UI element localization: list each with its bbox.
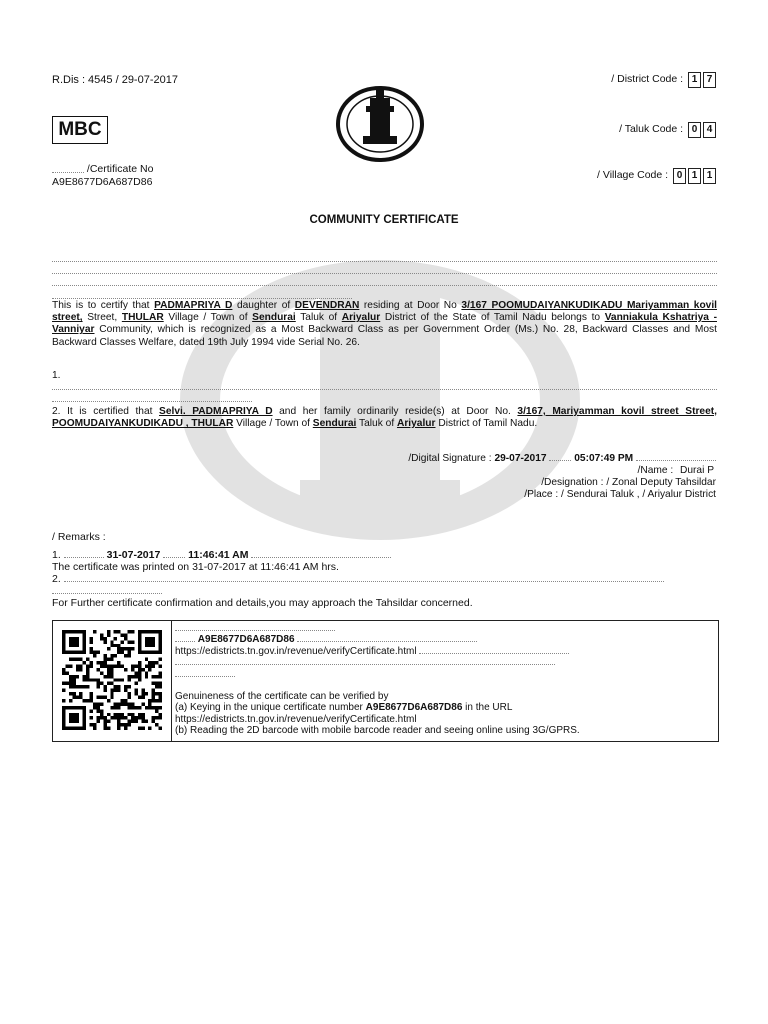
tamil-text-placeholder xyxy=(163,551,185,558)
verify-line-b2 xyxy=(175,669,715,680)
para-text: This is to certify that xyxy=(52,300,155,311)
father-name: DEVENDRAN xyxy=(294,300,360,311)
verify-url-line xyxy=(175,646,715,657)
taluk-code-digit: 0 xyxy=(688,122,701,138)
para-text: Village / Town of xyxy=(163,312,253,324)
digital-signature-line xyxy=(408,453,716,466)
verify-line-b xyxy=(175,657,715,668)
divider xyxy=(171,621,172,741)
holder-name: PADMAPRIYA D xyxy=(154,300,233,311)
tamil-text-placeholder xyxy=(64,551,104,558)
tamil-line xyxy=(52,266,717,278)
remarks-line-5: For Further certificate confirmation and details,you may approach the Tahsildar concerned. xyxy=(52,597,473,609)
tamil-line xyxy=(52,394,717,406)
tamil-text-placeholder xyxy=(64,575,664,582)
mbc-badge: MBC xyxy=(52,116,108,144)
tamil-line xyxy=(52,382,717,394)
signatory-name-line xyxy=(638,465,715,478)
tamil-text-placeholder xyxy=(297,635,477,642)
remark-number: 2. xyxy=(52,573,61,585)
village-code-label: / Village Code : xyxy=(597,169,669,181)
designation-line: /Designation : / Zonal Deputy Tahsildar xyxy=(541,477,716,488)
community-name: Vanniakula Kshatriya - Vanniyar xyxy=(52,312,717,336)
district-code-digit: 7 xyxy=(703,72,716,88)
para-text: daughter of xyxy=(232,300,295,311)
reference-number: R.Dis : 4545 / 29-07-2017 xyxy=(52,74,178,86)
verification-box xyxy=(52,620,719,742)
door-number: 3/167 POOMUDAIYANKUDIKADU Mariyamman kovil street, xyxy=(52,300,718,324)
taluk-name: Sendurai xyxy=(312,418,357,430)
village-code-digit: 1 xyxy=(688,168,701,184)
tamil-line: 1. xyxy=(52,370,61,381)
signature-time: 05:07:49 PM xyxy=(574,453,634,464)
tamil-text-placeholder xyxy=(636,454,716,461)
verify-english-b: (b) Reading the 2D barcode with mobile barcode reader and seeing online using 3G/GPRS. xyxy=(175,725,580,737)
tamil-text-placeholder xyxy=(52,166,84,173)
verify-tamil-heading xyxy=(175,623,715,634)
district-name: Ariyalur xyxy=(396,418,436,430)
remark-time: 11:46:41 AM xyxy=(188,549,249,561)
tamil-text-placeholder xyxy=(549,454,571,461)
para-text: Community, which is recognized as a Most Backward Class as per Government Order (Ms.) No. 28, Backward Classes and Most Backward Classes Welfare, dated 19th July 1994 vide Serial No. 26. xyxy=(52,324,717,348)
certificate-no-label xyxy=(52,163,153,176)
remark-number: 1. xyxy=(52,549,61,561)
place-line: /Place : / Sendurai Taluk , / Ariyalur District xyxy=(524,489,716,500)
taluk-code-row xyxy=(619,122,716,138)
signature-date: 29-07-2017 xyxy=(494,453,547,464)
tamil-text-placeholder xyxy=(175,624,335,631)
tamil-text-placeholder xyxy=(175,658,555,665)
certificate-title: COMMUNITY CERTIFICATE xyxy=(309,214,459,226)
tamil-nadu-emblem-icon xyxy=(336,86,424,162)
village-code-digit: 1 xyxy=(703,168,716,184)
para-text: Village / Town of xyxy=(233,418,313,430)
cert-no-label-text: /Certificate No xyxy=(86,163,154,175)
english-paragraph xyxy=(52,300,717,349)
verify-english-a xyxy=(175,702,715,713)
para-text: Taluk of xyxy=(295,312,342,324)
signatory-name: Durai P xyxy=(680,465,714,476)
tamil-text-placeholder xyxy=(52,587,162,594)
verify-line-a xyxy=(175,634,715,645)
tamil-line xyxy=(52,254,717,266)
verify-english-heading: Genuineness of the certificate can be verified by xyxy=(175,691,389,703)
para-text: 2. It is certified that xyxy=(52,406,160,417)
holder-name: Selvi. PADMAPRIYA D xyxy=(159,406,273,417)
address: 3/167, Mariyamman kovil street Street, POOMUDAIYANKUDIKADU , THULAR xyxy=(52,406,717,430)
verify-url[interactable]: https://edistricts.tn.gov.in/revenue/verifyCertificate.html xyxy=(175,645,417,657)
verify-code: A9E8677D6A687D86 xyxy=(365,702,463,714)
verify-text: in the URL xyxy=(462,702,513,714)
village-code-row xyxy=(597,168,716,184)
para-text: District of Tamil Nadu. xyxy=(435,418,538,430)
tamil-paragraph xyxy=(52,254,717,303)
para-text: and her family ordinarily reside(s) at Door No. xyxy=(272,406,518,417)
village-code-digit: 0 xyxy=(673,168,686,184)
village-name: THULAR xyxy=(121,312,164,324)
paragraph-2 xyxy=(52,406,717,430)
tamil-text-placeholder xyxy=(419,647,569,654)
taluk-name: Sendurai xyxy=(252,312,296,324)
paragraph-1 xyxy=(52,370,717,407)
para-text: Taluk of xyxy=(356,418,397,430)
verify-code: A9E8677D6A687D86 xyxy=(197,634,295,646)
remark-date: 31-07-2017 xyxy=(106,549,161,561)
para-text: District of the State of Tamil Nadu belongs to xyxy=(380,312,605,324)
verify-url-2[interactable]: https://edistricts.tn.gov.in/revenue/verifyCertificate.html xyxy=(175,713,417,725)
name-label: /Name : xyxy=(637,465,674,476)
signature-label: /Digital Signature : xyxy=(408,453,492,464)
verify-text: (a) Keying in the unique certificate number xyxy=(175,702,366,714)
taluk-code-label: / Taluk Code : xyxy=(619,123,684,135)
district-code-label: / District Code : xyxy=(611,73,684,85)
district-code-row xyxy=(611,72,716,88)
remarks-line-2: The certificate was printed on 31-07-2017 at 11:46:41 AM hrs. xyxy=(52,561,339,573)
district-code-digit: 1 xyxy=(688,72,701,88)
district-name: Ariyalur xyxy=(341,312,381,324)
certificate-number: A9E8677D6A687D86 xyxy=(52,176,153,188)
tamil-text-placeholder xyxy=(175,635,195,642)
tamil-line xyxy=(52,278,717,290)
tamil-text-placeholder xyxy=(251,551,391,558)
para-text: residing at Door No xyxy=(359,300,462,311)
taluk-code-digit: 4 xyxy=(703,122,716,138)
qr-code-icon xyxy=(62,630,162,730)
verification-text xyxy=(175,623,715,737)
remarks-label: / Remarks : xyxy=(52,531,106,543)
tamil-text-placeholder xyxy=(175,670,235,677)
para-text: Street, xyxy=(82,312,122,324)
